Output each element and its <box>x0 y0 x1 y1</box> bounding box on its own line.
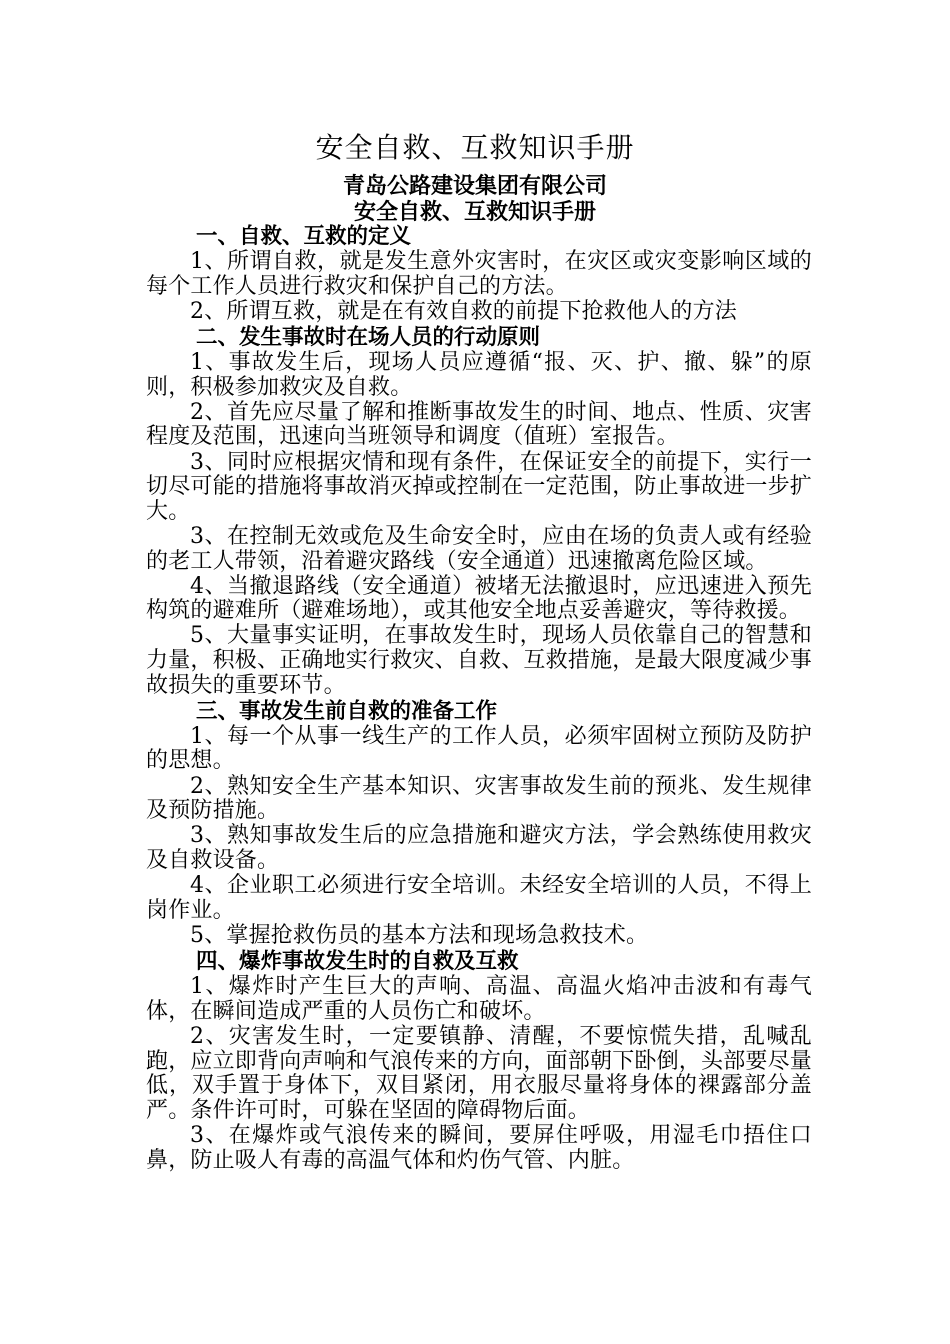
section-heading: 四、爆炸事故发生时的自救及互救 <box>196 949 519 975</box>
paragraph: 3、在控制无效或危及生命安全时，应由在场的负责人或有经验的老工人带领，沿着避灾路线（安全通道）迅速撤离危险区域。 <box>146 523 812 574</box>
paragraph: 4、企业职工必须进行安全培训。未经安全培训的人员，不得上岗作业。 <box>146 873 812 923</box>
section-heading: 一、自救、互救的定义 <box>196 224 412 249</box>
paragraph: 2、首先应尽量了解和推断事故发生的时间、地点、性质、灾害程度及范围，迅速向当班领导和调度（值班）室报告。 <box>146 399 812 450</box>
section-heading: 三、事故发生前自救的准备工作 <box>196 698 498 724</box>
paragraph: 4、当撤退路线（安全通道）被堵无法撤退时，应迅速进入预先构筑的避难所（避难场地），或其他安全地点妥善避灾，等待救援。 <box>146 573 812 624</box>
company-name: 青岛公路建设集团有限公司 <box>342 174 607 199</box>
paragraph: 1、每一个从事一线生产的工作人员，必须牢固树立预防及防护的思想。 <box>146 723 812 774</box>
paragraph: 3、在爆炸或气浪传来的瞬间，要屏住呼吸，用湿毛巾捂住口鼻，防止吸人有毒的高温气体和灼伤气管、内脏。 <box>146 1122 812 1173</box>
paragraph: 1、事故发生后，现场人员应遵循“报、灭、护、撤、躲”的原则，积极参加救灾及自救。 <box>146 349 812 400</box>
document-subtitle: 安全自救、互救知识手册 <box>353 200 596 225</box>
paragraph: 3、同时应根据灾情和现有条件，在保证安全的前提下，实行一切尽可能的措施将事故消灭掉或控制在一定范围，防止事故进一步扩大。 <box>146 449 813 524</box>
section-heading: 二、发生事故时在场人员的行动原则 <box>196 324 541 350</box>
paragraph: 2、所谓互救，就是在有效自救的前提下抢救他人的方法 <box>190 298 737 324</box>
paragraph: 5、掌握抢救伤员的基本方法和现场急救技术。 <box>190 922 649 948</box>
paragraph: 2、灾害发生时，一定要镇静、清醒，不要惊慌失措，乱喊乱跑，应立即背向声响和气浪传来的方向，面部朝下卧倒，头部要尽量低，双手置于身体下，双目紧闭，用衣服尽量将身体的裸露部分盖严。条件许可时，可躲在坚固的障碍物后面。 <box>146 1023 813 1123</box>
paragraph: 1、所谓自救，就是发生意外灾害时，在灾区或灾变影响区域的每个工作人员进行救灾和保护自己的方法。 <box>146 249 812 299</box>
paragraph: 5、大量事实证明，在事故发生时，现场人员依靠自己的智慧和力量，积极、正确地实行救灾、自救、互救措施，是最大限度减少事故损失的重要环节。 <box>146 623 813 698</box>
paragraph: 3、熟知事故发生后的应急措施和避灾方法，学会熟练使用救灾及自救设备。 <box>146 823 812 873</box>
document-body <box>146 224 812 1174</box>
paragraph: 1、爆炸时产生巨大的声响、高温、高温火焰冲击波和有毒气体，在瞬间造成严重的人员伤亡和破坏。 <box>146 974 812 1024</box>
paragraph: 2、熟知安全生产基本知识、灾害事故发生前的预兆、发生规律及预防措施。 <box>146 773 812 824</box>
page-title: 安全自救、互救知识手册 <box>315 131 635 164</box>
